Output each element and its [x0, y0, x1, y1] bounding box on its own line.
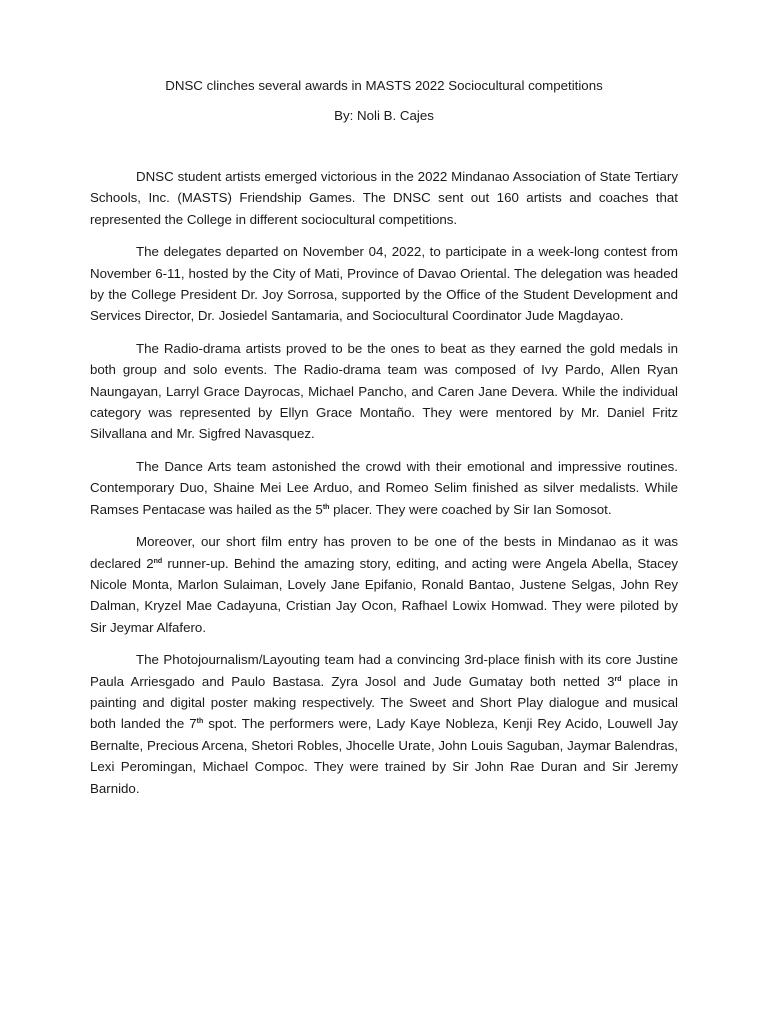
paragraph-5-text-b: runner-up. Behind the amazing story, editing, and acting were Angela Abella, Stacey Nicole Monta, Marlon Sulaiman, Lovely Jane Epifanio, Ronald Bantao, Justene Selgas, John Rey Dalman, Kryzel Mae Cadayuna, Cristian Jay Ocon, Rafhael Lowix Homwad. They were piloted by Sir Jeymar Alfafero.	[90, 555, 678, 635]
paragraph-4-text-a: The Dance Arts team astonished the crowd with their emotional and impressive routines. Contemporary Duo, Shaine Mei Lee Arduo, and Romeo Selim finished as silver medalists. While Ramses Pentacase was hailed as the 5	[90, 458, 678, 517]
paragraph-2: The delegates departed on November 04, 2022, to participate in a week-long contest from November 6-11, hosted by the City of Mati, Province of Davao Oriental. The delegation was headed by the College President Dr. Joy Sorrosa, supported by the Office of the Student Development and Services Director, Dr. Josiedel Santamaria, and Sociocultural Coordinator Jude Magdayao.	[90, 244, 678, 324]
paragraph-6-text-c: spot. The performers were, Lady Kaye Nobleza, Kenji Rey Acido, Louwell Jay Bernalte, Precious Arcena, Shetori Robles, Jhocelle Urate, John Louis Saguban, Jaymar Balendras, Lexi Peromingan, Michael Compoc. They were trained by Sir John Rae Duran and Sir Jeremy Barnido.	[90, 716, 678, 796]
ordinal-suffix: th	[196, 718, 204, 726]
paragraph-5	[90, 531, 678, 638]
paragraph-6-text-a: The Photojournalism/Layouting team had a convincing 3rd-place finish with its core Justine Paula Arriesgado and Paulo Bastasa. Zyra Josol and Jude Gumatay both netted 3	[90, 652, 678, 689]
paragraph-4	[90, 456, 678, 520]
ordinal-suffix: nd	[153, 557, 163, 565]
paragraph-5-text-a: Moreover, our short film entry has proven to be one of the bests in Mindanao as it was declared 2	[90, 534, 678, 571]
paragraph-3: The Radio-drama artists proved to be the ones to beat as they earned the gold medals in both group and solo events. The Radio-drama team was composed of Ivy Pardo, Allen Ryan Naungayan, Larryl Grace Dayrocas, Michael Pancho, and Caren Jane Devera. While the individual category was represented by Ellyn Grace Montaño. They were mentored by Mr. Daniel Fritz Silvallana and Mr. Sigfred Navasquez.	[90, 340, 678, 442]
ordinal-suffix: th	[322, 503, 330, 511]
paragraph-1: DNSC student artists emerged victorious in the 2022 Mindanao Association of State Tertiary Schools, Inc. (MASTS) Friendship Games. The DNSC sent out 160 artists and coaches that represented the College in different sociocultural competitions.	[90, 169, 678, 227]
paragraph-4-text-b: placer. They were coached by Sir Ian Somosot.	[329, 501, 612, 517]
paragraph-6	[90, 649, 678, 799]
paragraph-6-text-b: place in painting and digital poster making respectively. The Sweet and Short Play dialogue and musical both landed the 7	[90, 673, 678, 732]
ordinal-suffix: rd	[614, 675, 622, 683]
article-body	[90, 166, 678, 810]
article-title: DNSC clinches several awards in MASTS 2022 Sociocultural competitions	[165, 78, 603, 93]
article-byline: By: Noli B. Cajes	[334, 108, 434, 123]
